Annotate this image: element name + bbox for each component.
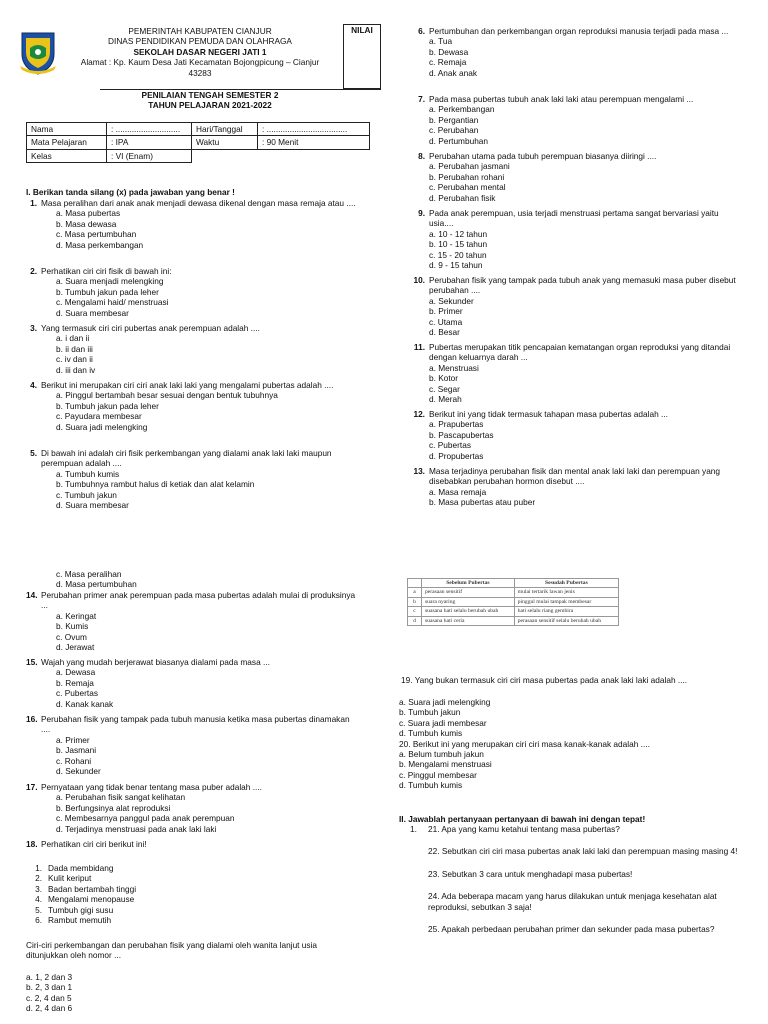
- label-nama: Nama: [27, 123, 107, 136]
- option: d. Masa pertumbuhan: [56, 579, 137, 590]
- question-text: Perubahan primer anak perempuan pada masa pubertas adalah mulai di produksinya ...: [41, 590, 356, 611]
- question-number: 5.: [30, 448, 37, 458]
- school-address: Alamat : Kp. Kaum Desa Jati Kecamatan Bojongpicung – Cianjur: [80, 57, 320, 68]
- option: a. Perubahan fisik sangat kelihatan: [56, 792, 186, 803]
- question-number: 1.: [30, 198, 37, 208]
- table-row: [27, 123, 370, 136]
- value-kelas: : VI (Enam): [107, 149, 192, 162]
- list-text: Kulit keriput: [48, 873, 92, 884]
- table-header-row: [408, 579, 619, 588]
- question-number: 15.: [26, 657, 38, 667]
- option: d. Besar: [429, 327, 460, 338]
- option: b. Kumis: [56, 621, 89, 632]
- essay-number: [410, 891, 428, 912]
- question-text: Berikut ini merupakan ciri ciri anak laki laki yang mengalami pubertas adalah ....: [41, 380, 334, 390]
- list-number: 1.: [35, 863, 42, 873]
- column-header: Sesudah Pubertas: [514, 579, 618, 588]
- table-cell: mulai tertarik lawan jenis: [514, 588, 618, 597]
- table-cell: hati selalu riang gembira: [514, 607, 618, 616]
- option: c. 2, 4 dan 5: [26, 992, 72, 1003]
- essay-number: [410, 924, 428, 934]
- question-text: Masa peralihan dari anak anak menjadi dewasa dikenal dengan masa remaja atau ....: [41, 198, 356, 208]
- list-number: 3.: [35, 883, 42, 894]
- question-text: Pubertas merupakan titik pencapaian kematangan organ reproduksi yang ditandai dengan keluarnya darah ...: [429, 342, 731, 363]
- question-text: Wajah yang mudah berjerawat biasanya dialami pada masa ...: [41, 657, 270, 667]
- option: b. Perubahan rohani: [429, 171, 505, 182]
- option: b. Primer: [429, 306, 463, 317]
- question-16: [26, 714, 356, 776]
- option: d. Merah: [429, 394, 462, 405]
- option: a. Keringat: [56, 610, 97, 621]
- option: b. Pascapubertas: [429, 429, 494, 440]
- question-number: 17.: [26, 782, 38, 792]
- option: a. Masa pubertas: [56, 208, 121, 219]
- option: c. Tumbuh jakun: [56, 489, 117, 500]
- option: b. 2, 3 dan 1: [26, 982, 73, 993]
- exam-title: PENILAIAN TENGAH SEMESTER 2: [141, 90, 279, 100]
- q18-options: [26, 972, 72, 1014]
- option: b. Tumbuhnya rambut halus di ketiak dan alat kelamin: [56, 479, 255, 490]
- option: a. Primer: [56, 734, 90, 745]
- option: d. Kanak kanak: [56, 698, 114, 709]
- essay-list: [410, 824, 750, 934]
- question-text: Perhatikan ciri ciri berikut ini!: [41, 839, 147, 849]
- option: a. Suara menjadi melengking: [56, 276, 164, 287]
- essay-number: [410, 846, 428, 856]
- question-number: 4.: [30, 380, 37, 390]
- essay-item: [410, 824, 750, 834]
- question-number: 2.: [30, 266, 37, 276]
- value-mata-pelajaran: : IPA: [107, 136, 192, 149]
- table-cell: a: [408, 588, 422, 597]
- question-10: [405, 275, 745, 337]
- question-number: 16.: [26, 714, 38, 724]
- q18-list: [22, 863, 136, 925]
- option: b. Pergantian: [429, 114, 479, 125]
- table-cell: b: [408, 597, 422, 606]
- question-19-text: 19. Yang bukan termasuk ciri ciri masa pubertas pada anak laki laki adalah ....: [401, 675, 688, 685]
- option: d. iii dan iv: [56, 364, 96, 375]
- option: c. iv dan ii: [56, 354, 93, 365]
- section-2-title: II. Jawablah pertanyaan pertanyaan di bawah ini dengan tepat!: [399, 814, 646, 824]
- exam-year: TAHUN PELAJARAN 2021-2022: [148, 100, 272, 111]
- question-11: [405, 342, 745, 404]
- list-item: [22, 915, 136, 925]
- option: a. i dan ii: [56, 333, 90, 344]
- option: b. Kotor: [429, 373, 459, 384]
- option: d. Suara membesar: [56, 500, 129, 511]
- essay-item: [410, 846, 750, 856]
- question-3: [26, 323, 356, 375]
- empty-cell: [258, 149, 370, 162]
- option: d. 9 - 15 tahun: [429, 260, 483, 271]
- question-number: 14.: [26, 590, 38, 600]
- option: c. Suara jadi membesar: [399, 717, 487, 728]
- option: b. Dewasa: [429, 46, 469, 57]
- table-cell: suasana hati ceria: [422, 616, 515, 625]
- list-text: Rambut memutih: [48, 915, 112, 926]
- question-number: 9.: [418, 208, 425, 218]
- option: c. 15 - 20 tahun: [429, 249, 487, 260]
- option: b. Mengalami menstruasi: [399, 759, 492, 770]
- option: b. Tumbuh jakun pada leher: [56, 400, 159, 411]
- column-header: Sebelum Pubertas: [422, 579, 515, 588]
- question-number: 8.: [418, 151, 425, 161]
- essay-number: [410, 869, 428, 879]
- option: a. Dewasa: [56, 667, 96, 678]
- list-item: [22, 873, 136, 883]
- school-emblem-icon: [18, 30, 58, 76]
- table-cell: suasana hati selalu berubah ubah: [422, 607, 515, 616]
- option: c. Rohani: [56, 755, 92, 766]
- option: a. Belum tumbuh jakun: [399, 749, 484, 760]
- essay-text: 23. Sebutkan 3 cara untuk menghadapi masa pubertas!: [428, 868, 633, 879]
- question-4: [26, 380, 356, 432]
- essay-item: [410, 924, 750, 934]
- option: a. Tumbuh kumis: [56, 468, 120, 479]
- option: a. Suara jadi melengking: [399, 697, 491, 707]
- option: d. Tumbuh kumis: [399, 780, 463, 791]
- option: d. Pertumbuhan: [429, 135, 489, 146]
- essay-text: 22. Sebutkan ciri ciri masa pubertas anak laki laki dan perempuan masing masing 4!: [428, 846, 738, 857]
- list-number: 2.: [35, 873, 42, 884]
- question-text: Pertumbuhan dan perkembangan organ reproduksi manusia terjadi pada masa ...: [429, 26, 729, 36]
- option: c. Utama: [429, 316, 463, 327]
- option: a. Sekunder: [429, 295, 474, 306]
- essay-item: [410, 869, 750, 879]
- question-19-options: [399, 697, 749, 791]
- option: d. Suara membesar: [56, 307, 129, 318]
- question-text: Pada masa pubertas tubuh anak laki laki atau perempuan mengalami ...: [429, 94, 694, 104]
- option: b. ii dan iii: [56, 343, 93, 354]
- question-text: Perubahan fisik yang tampak pada tubuh anak yang memasuki masa puber disebut perubahan ....: [429, 275, 736, 296]
- option: c. Ovum: [56, 631, 87, 642]
- question-1: [26, 198, 356, 250]
- list-item: [22, 905, 136, 915]
- option: d. Anak anak: [429, 67, 477, 78]
- option: b. Berfungsinya alat reproduksi: [56, 802, 171, 813]
- option: a. Tua: [429, 36, 453, 47]
- option: c. Pubertas: [429, 440, 471, 451]
- header-line-1: PEMERINTAH KABUPATEN CIANJUR: [128, 26, 272, 36]
- question-text: Yang termasuk ciri ciri pubertas anak perempuan adalah ....: [41, 323, 260, 333]
- option: a. Prapubertas: [429, 419, 484, 430]
- option: b. 10 - 15 tahun: [429, 239, 488, 250]
- question-7: [405, 94, 745, 146]
- list-item: [22, 863, 136, 873]
- label-mata-pelajaran: Mata Pelajaran: [27, 136, 107, 149]
- essay-text: 21. Apa yang kamu ketahui tentang masa pubertas?: [428, 824, 620, 834]
- option: b. Tumbuh jakun pada leher: [56, 286, 159, 297]
- question-text: Perhatikan ciri ciri fisik di bawah ini:: [41, 266, 172, 276]
- column-header: [408, 579, 422, 588]
- table-row: [408, 607, 619, 616]
- option: b. Masa pubertas atau puber: [429, 497, 536, 508]
- option: c. Remaja: [429, 57, 467, 68]
- label-waktu: Waktu: [192, 136, 258, 149]
- label-kelas: Kelas: [27, 149, 107, 162]
- option: b. Masa dewasa: [56, 218, 117, 229]
- question-text: Di bawah ini adalah ciri fisik perkembangan yang dialami anak laki laki maupun perempuan adalah ....: [41, 448, 332, 469]
- list-number: 6.: [35, 915, 42, 926]
- option: a. Perubahan jasmani: [429, 161, 510, 172]
- question-text: Perubahan fisik yang tampak pada tubuh manusia ketika masa pubertas dinamakan ....: [41, 714, 350, 735]
- value-waktu: : 90 Menit: [258, 136, 370, 149]
- postal-code: 43283: [188, 67, 212, 78]
- option: d. Masa perkembangan: [56, 239, 144, 250]
- school-name: SEKOLAH DASAR NEGERI JATI 1: [133, 46, 267, 57]
- list-text: Mengalami menopause: [48, 894, 135, 905]
- table-cell: suara nyaring: [422, 597, 515, 606]
- essay-item: [410, 891, 750, 912]
- option: b. Remaja: [56, 677, 94, 688]
- question-18: [26, 839, 356, 849]
- option: c. Perubahan: [429, 125, 479, 136]
- question-number: 7.: [418, 94, 425, 104]
- list-text: Badan bertambah tinggi: [48, 883, 137, 894]
- option: d. Suara jadi melengking: [56, 421, 148, 432]
- question-number: 13.: [413, 466, 425, 476]
- question-2: [26, 266, 356, 318]
- question-9: [405, 208, 745, 270]
- option: a. Pinggul bertambah besar sesuai dengan bentuk tubuhnya: [56, 390, 278, 401]
- option: b. Tumbuh jakun: [399, 707, 461, 718]
- option: c. Masa pertumbuhan: [56, 229, 137, 240]
- list-item: [22, 894, 136, 904]
- table-cell: c: [408, 607, 422, 616]
- list-number: 4.: [35, 894, 42, 905]
- option: c. Masa peralihan: [56, 569, 122, 579]
- option: c. Payudara membesar: [56, 411, 142, 422]
- option: c. Segar: [429, 383, 460, 394]
- value-nama: : ............................: [107, 123, 192, 136]
- question-text: Pernyataan yang tidak benar tentang masa puber adalah ....: [41, 782, 262, 792]
- student-info-table: [26, 122, 370, 163]
- list-number: 5.: [35, 904, 42, 915]
- option: a. 10 - 12 tahun: [429, 228, 488, 239]
- essay-number: 1.: [410, 824, 417, 834]
- option: c. Perubahan mental: [429, 182, 506, 193]
- option: a. Masa remaja: [429, 486, 487, 497]
- option: d. Perubahan fisik: [429, 192, 496, 203]
- option: d. Jerawat: [56, 642, 95, 653]
- nilai-box: NILAI: [343, 24, 381, 88]
- option: d. Tumbuh kumis: [399, 728, 463, 739]
- section-1-title: I. Berikan tanda silang (x) pada jawaban yang benar !: [26, 187, 235, 197]
- option: a. Menstruasi: [429, 362, 479, 373]
- option: a. 1, 2 dan 3: [26, 972, 73, 982]
- option: a. Perkembangan: [429, 104, 495, 115]
- list-text: Dada membidang: [48, 863, 114, 873]
- option: c. Mengalami haid/ menstruasi: [56, 297, 169, 308]
- question-14: [26, 590, 356, 652]
- question-15: [26, 657, 356, 709]
- option: d. 2, 4 dan 6: [26, 1003, 73, 1014]
- table-cell: pinggul mulai tampak membesar: [514, 597, 618, 606]
- list-item: [22, 884, 136, 894]
- question-13: [405, 466, 745, 508]
- option: b. Jasmani: [56, 745, 97, 756]
- option: c. Membesarnya panggul pada anak perempuan: [56, 813, 235, 824]
- question-20-text: 20. Berikut ini yang merupakan ciri ciri masa kanak-kanak adalah ....: [399, 738, 650, 749]
- header-line-2: DINAS PENDIDIKAN PEMUDA DAN OLAHRAGA: [108, 36, 292, 47]
- question-number: 10.: [413, 275, 425, 285]
- option: d. Sekunder: [56, 766, 101, 777]
- list-text: Tumbuh gigi susu: [48, 904, 114, 915]
- table-row: [408, 588, 619, 597]
- table-row: [408, 616, 619, 625]
- essay-text: 25. Apakah perbedaan perubahan primer dan sekunder pada masa pubertas?: [428, 924, 715, 935]
- table-row: [27, 149, 370, 162]
- option: c. Pinggul membesar: [399, 769, 477, 780]
- essay-text: 24. Ada beberapa macam yang harus dilakukan untuk menjaga kesehatan alat reproduksi, sebutkan 3 saja!: [428, 891, 717, 912]
- table-cell: perasaan sensitif: [422, 588, 515, 597]
- question-text: Berikut ini yang tidak termasuk tahapan masa pubertas adalah ...: [429, 409, 668, 419]
- question-6: [405, 26, 745, 78]
- option: c. Pubertas: [56, 688, 98, 699]
- empty-cell: [192, 149, 258, 162]
- label-hari-tanggal: Hari/Tanggal: [192, 123, 258, 136]
- option: d. Terjadinya menstruasi pada anak laki laki: [56, 823, 217, 834]
- table-cell: d: [408, 616, 422, 625]
- question-number: 3.: [30, 323, 37, 333]
- question-number: 12.: [413, 409, 425, 419]
- q18-question-text: Ciri-ciri perkembangan dan perubahan fisik yang dialami oleh wanita lanjut usia ditunjukkan oleh nomor ...: [26, 940, 318, 961]
- question-text: Masa terjadinya perubahan fisik dan mental anak laki laki dan perempuan yang disebabkan perubahan hormon disebut ....: [429, 466, 721, 487]
- question-13-continued: [56, 569, 137, 590]
- question-17: [26, 782, 356, 834]
- question-8: [405, 151, 745, 203]
- question-number: 18.: [26, 839, 38, 849]
- question-12: [405, 409, 745, 461]
- option: d. Propubertas: [429, 450, 484, 461]
- question-text: Pada anak perempuan, usia terjadi menstruasi pertama sangat bervariasi yaitu usia....: [429, 208, 719, 229]
- table-row: [27, 136, 370, 149]
- question-number: 11.: [413, 342, 425, 352]
- table-row: [408, 597, 619, 606]
- table-cell: perasaan sensitif selalu berubah ubah: [514, 616, 618, 625]
- value-hari-tanggal: : ...................................: [258, 123, 370, 136]
- question-text: Perubahan utama pada tubuh perempuan biasanya diiringi ....: [429, 151, 657, 161]
- comparison-table: [407, 578, 619, 626]
- question-number: 6.: [418, 26, 425, 36]
- question-5: [26, 448, 356, 510]
